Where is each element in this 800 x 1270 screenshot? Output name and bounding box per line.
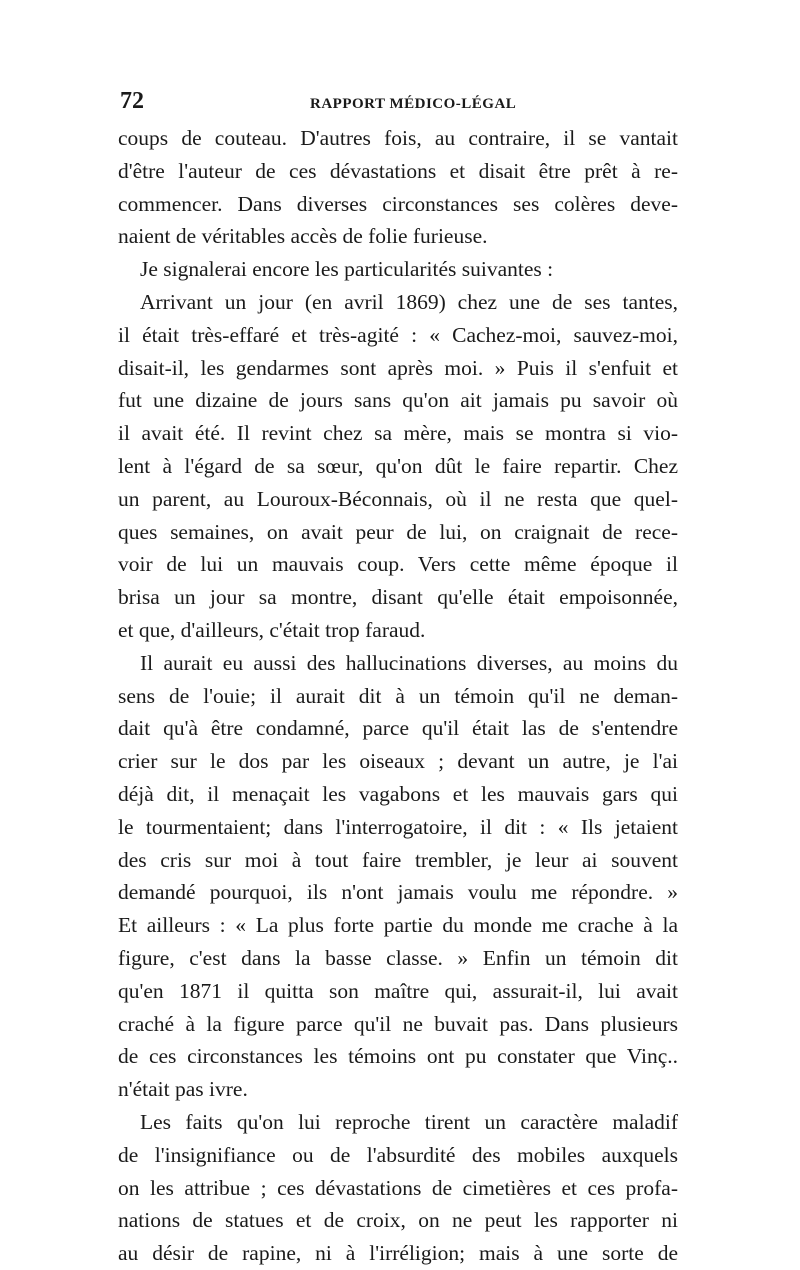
text-line: Arrivant un jour (en avril 1869) chez une de ses tantes, [140,289,678,314]
text-line: Les faits qu'on lui reproche tirent un caractère maladif [140,1109,678,1134]
text-line: nations de statues et de croix, on ne peut les rapporter ni [118,1208,678,1233]
text-line: craché à la figure parce qu'il ne buvait pas. Dans plusieurs [118,1011,678,1036]
text-line: figure, c'est dans la basse classe. » Enfin un témoin dit [118,945,678,970]
text-line: fut une dizaine de jours sans qu'on ait jamais pu savoir où [118,388,678,413]
text-line: naient de véritables accès de folie furieuse. [118,224,488,249]
text-line: coups de couteau. D'autres fois, au contraire, il se vantait [118,126,678,150]
text-line: brisa un jour sa montre, disant qu'elle était empoisonnée, [118,585,678,610]
text-line: on les attribue ; ces dévastations de cimetières et ces profa- [118,1175,678,1200]
text-line: de l'insignifiance ou de l'absurdité des mobiles auxquels [118,1142,678,1167]
text-line: il avait été. Il revint chez sa mère, mais se montra si vio- [118,421,678,446]
text-line: Je signalerai encore les particularités suivantes : [140,257,554,282]
text-line: n'était pas ivre. [118,1077,248,1102]
text-line: demandé pourquoi, ils n'ont jamais voulu me répondre. » [118,880,678,905]
text-line: crier sur le dos par les oiseaux ; devant un autre, je l'ai [118,749,678,774]
text-line: déjà dit, il menaçait les vagabons et les mauvais gars qui [118,781,678,806]
page-header [118,88,678,118]
text-line: il était très-effaré et très-agité : « Cachez-moi, sauvez-moi, [118,322,678,347]
text-line: ques semaines, on avait peur de lui, on craignait de rece- [118,519,678,544]
page-number: 72 [120,88,144,114]
text-line: sens de l'ouie; il aurait dit à un témoin qu'il ne deman- [118,683,678,708]
text-line: d'être l'auteur de ces dévastations et disait être prêt à re- [118,158,678,183]
text-line: qu'en 1871 il quitta son maître qui, assurait-il, lui avait [118,978,678,1003]
text-line: de ces circonstances les témoins ont pu constater que Vinç.. [118,1044,678,1069]
text-line: commencer. Dans diverses circonstances ses colères deve- [118,191,678,216]
text-line: et que, d'ailleurs, c'était trop faraud. [118,617,426,642]
text-line: Et ailleurs : « La plus forte partie du monde me crache à la [118,913,678,938]
body-text [118,122,678,1270]
book-page [118,88,678,1270]
text-line: des cris sur moi à tout faire trembler, je leur ai souvent [118,847,678,872]
text-line: Il aurait eu aussi des hallucinations diverses, au moins du [140,650,678,675]
text-line: le tourmentaient; dans l'interrogatoire, il dit : « Ils jetaient [118,814,678,839]
text-line: voir de lui un mauvais coup. Vers cette même époque il [118,552,678,577]
text-line: dait qu'à être condamné, parce qu'il était las de s'entendre [118,716,678,741]
text-line: un parent, au Louroux-Béconnais, où il ne resta que quel- [118,486,678,511]
text-line: au désir de rapine, ni à l'irréligion; mais à une sorte de [118,1241,678,1266]
text-line: lent à l'égard de sa sœur, qu'on dût le faire repartir. Chez [118,453,678,478]
running-head: RAPPORT MÉDICO-LÉGAL [310,96,517,112]
text-line: disait-il, les gendarmes sont après moi. » Puis il s'enfuit et [118,355,678,380]
